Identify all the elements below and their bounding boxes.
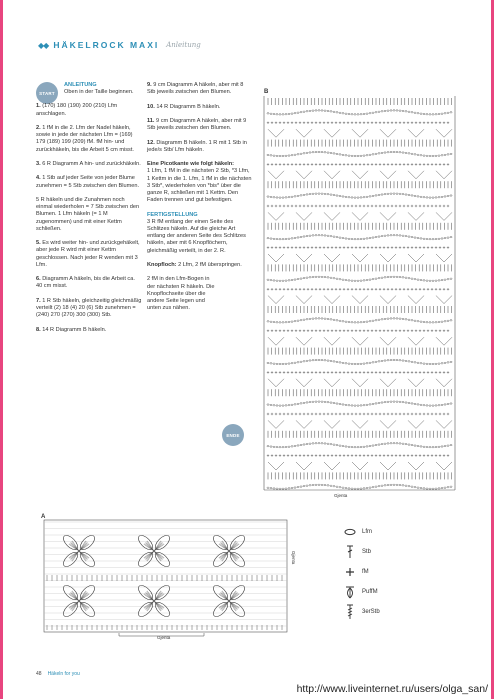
chart-b-label: B xyxy=(264,89,269,95)
page-title: HÄKELROCK MAXI xyxy=(53,40,160,50)
page-footer xyxy=(36,671,80,677)
step-6: 6. Diagramm A häkeln, bis die Arbeit ca. 40 cm misst. xyxy=(36,276,135,290)
instructions-column-2 xyxy=(147,82,253,320)
step-8: 8. 14 R Diagramm B häkeln. xyxy=(36,326,107,333)
instructions-column-1 xyxy=(36,82,142,341)
page-header xyxy=(38,40,201,50)
left-pink-border xyxy=(0,0,3,699)
watermark-url: http://www.liveinternet.ru/users/olga_san/ xyxy=(296,683,488,695)
end-badge: ENDE xyxy=(222,424,244,446)
legend-item: Stb xyxy=(344,542,424,562)
buttonhole-section: Knopfloch: 2 Lfm, 2 fM überspringen. xyxy=(147,261,242,268)
page-subtitle: Anleitung xyxy=(166,41,201,49)
single-crochet-icon xyxy=(344,565,356,579)
step-10: 10. 14 R Diagramm B häkeln. xyxy=(147,103,221,110)
buttonhole-end-text: 2 fM in den Lfm-Bogen in der nächsten R häkeln. Die Knopflochseite über die andere Seite legen und unten zus nähen. xyxy=(147,276,215,312)
crochet-chart-b xyxy=(262,86,459,500)
step-5: 5. Es wird weiter hin- und zurückgehäkelt, aber jede R wird mit einer Kettm geschlossen. Nach jeder R wenden mit 3 Lfm. xyxy=(36,240,140,268)
chart-a-label: A xyxy=(41,514,46,520)
double-crochet-icon xyxy=(344,545,356,559)
instructions-heading: ANLEITUNG xyxy=(64,82,97,88)
stitch-legend xyxy=(344,522,424,622)
step-4: 4. 1 Stb auf jeder Seite von jeder Blume zunehmen = 5 Stb zwischen den Blumen. xyxy=(36,175,140,189)
chain-stitch-icon xyxy=(344,525,356,539)
puff-stitch-icon xyxy=(344,585,356,599)
step-1: 1. (170) 180 (190) 200 (210) Lfm anschlagen. xyxy=(36,103,118,117)
chart-b-repeat-label: Gjenta xyxy=(334,493,348,498)
intro-text: Oben in der Taille beginnen. xyxy=(64,89,134,96)
start-badge: START xyxy=(36,82,58,104)
finishing-section: FERTIGSTELLUNG 3 R fM entlang der einen Seite des Schlitzes häkeln. Auf die gleiche Art entlang der anderen Seite des Schlitzes häkeln, aber mit 6 Knopflöchern, gleichmäßig verteilt, in der 2. R. xyxy=(147,211,246,254)
step-9: 9. 9 cm Diagramm A häkeln, aber mit 8 Stb jeweils zwischen den Blumen. xyxy=(147,82,244,96)
page-number: 48 xyxy=(36,671,42,677)
chart-a-side-label: Gjenta xyxy=(291,551,296,565)
legend-item: PuffM xyxy=(344,582,424,602)
step-2: 2. 1 fM in die 2. Lfm der Nadel häkeln, sowie in jede der nächsten Lfm = (169) 179 (189) 199 (209) fM. fM hin- und zurückhäkeln, bis die Arbeit 5 cm misst. xyxy=(36,125,134,153)
picot-section: Eine Picotkante wie folgt häkeln: 1 Lfm, 1 fM in die nächsten 2 Stb, *3 Lfm, 1 Kettm in die 1. Lfm, 1 fM in die nächsten 3 Stb*, wiederholen von *bis* über die ganze R, schließen mit 1 Kettm. Den Faden trennen und gut befestigen. xyxy=(147,161,252,204)
legend-item: Lfm xyxy=(344,522,424,542)
triple-double-crochet-icon xyxy=(344,605,356,619)
magazine-brand: Häkeln for you xyxy=(47,671,80,677)
chart-a-repeat-label: Gjenta xyxy=(157,635,171,640)
step-3: 3. 6 R Diagramm A hin- und zurückhäkeln. xyxy=(36,161,141,167)
step-4-continued: 5 R häkeln und die Zunahmen noch einmal wiederholen = 7 Stb zwischen den Blumen. 1 Lfm häkeln (= 1 M zugenommen) und mit einer Kettm schließen. xyxy=(36,196,140,232)
header-arrows-icon: ◆◆ xyxy=(38,40,49,50)
step-12: 12. Diagramm B häkeln. 1 R mit 1 Stb in jede/s Stb/ Lfm häkeln. xyxy=(147,139,247,153)
crochet-chart-a xyxy=(39,511,304,646)
step-7: 7. 1 R Stb häkeln, gleichzeitig gleichmäßig verteilt (2) 18 (4) 20 (6) Stb zunehmen = (240) 270 (270) 300 (300) Stb. xyxy=(36,297,142,319)
step-11: 11. 9 cm Diagramm A häkeln, aber mit 9 Stb jeweils zwischen den Blumen. xyxy=(147,117,247,132)
legend-item: 3erStb xyxy=(344,602,424,622)
legend-item: fM xyxy=(344,562,424,582)
